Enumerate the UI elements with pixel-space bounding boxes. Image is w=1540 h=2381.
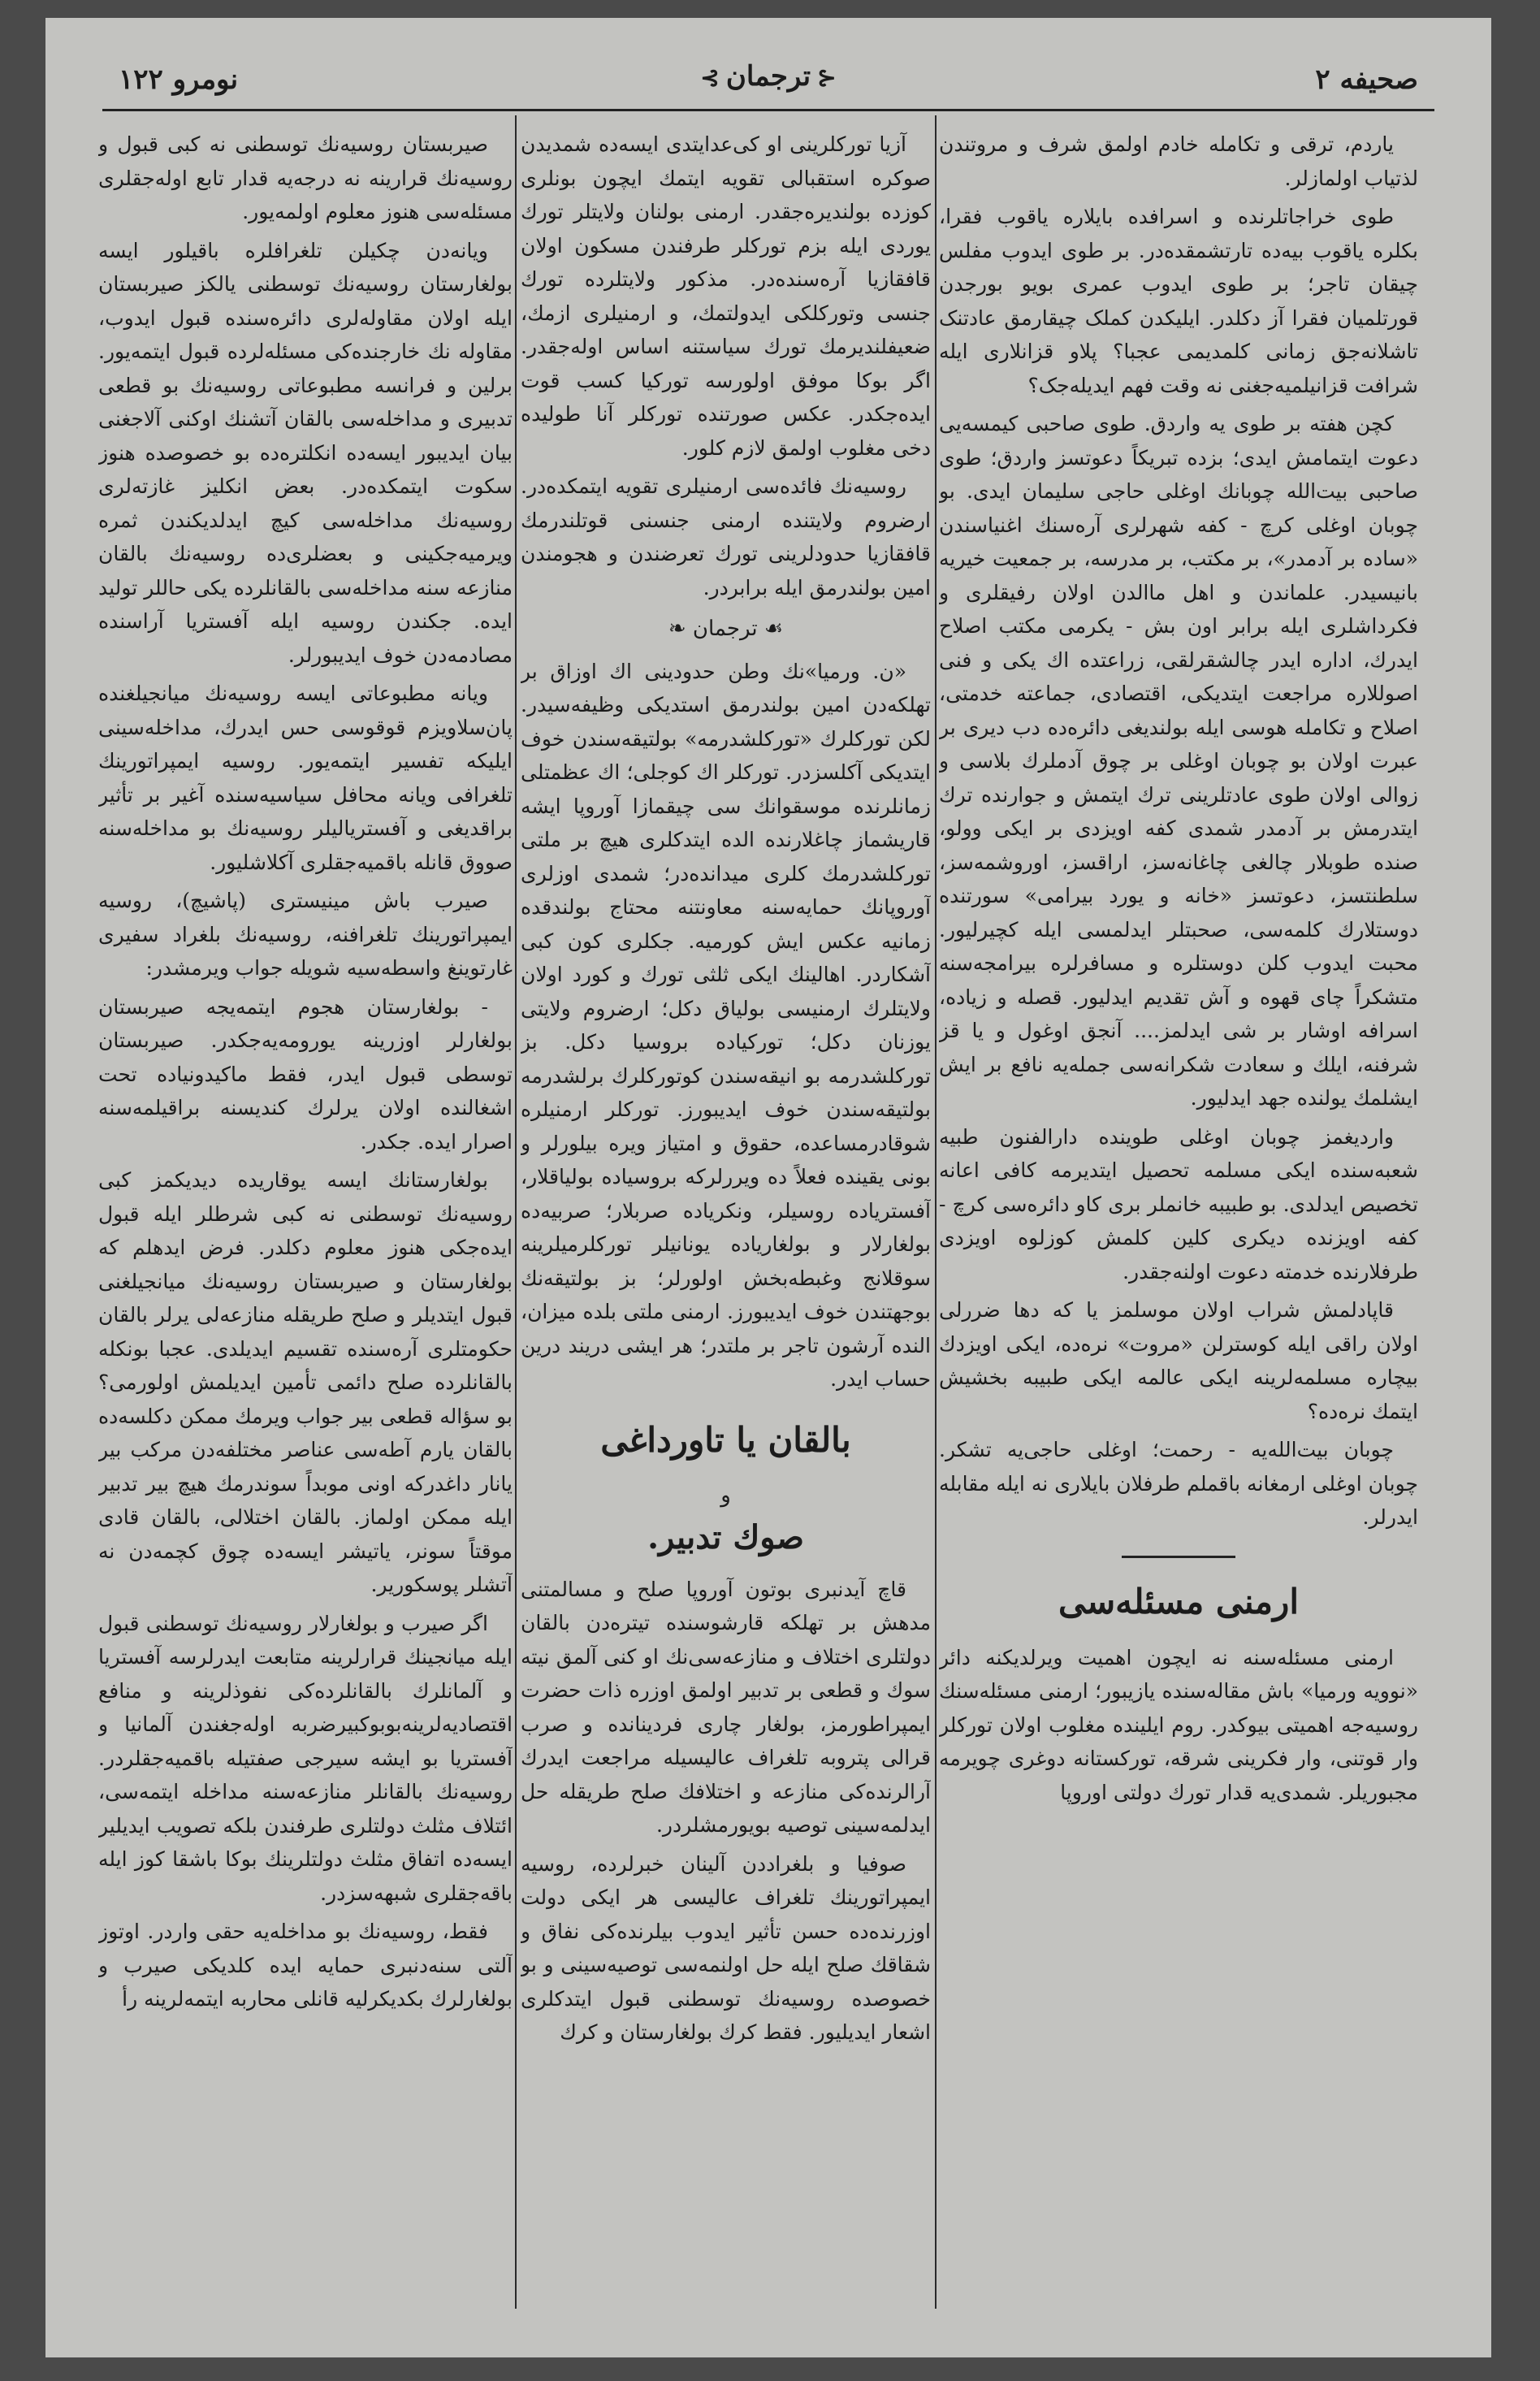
masthead <box>694 60 842 93</box>
ornament-left-icon: ⊰ <box>700 64 720 91</box>
paragraph: صیرب باش مینیستری (پاشیچ)، روسیه ایمپراتورینك تلغرافنه، روسیه‌نك بلغراد سفیری غارتوینغ واسطه‌سیه شویله جواب ویرمشدر: <box>98 889 513 980</box>
ornament-right-icon: ⊱ <box>817 64 837 91</box>
paragraph: طوی خراجاتلرنده و اسرافده بایلاره یاقوب فقرا، بکلره یاقوب بیه‌ده تارتشمقده‌در. بر طوی ایدوب مفلس چیقان تاجر؛ بر طوی ایدوب عمری بویو بورجدن قورتلمیان فقرا آز دکلدر. ایلیکدن کملک چیقارمق عادتنک تاشلانه‌جق زمانی کلمدیمی عجبا؟ پلاو قزانلاری ایله شرافت قزانیلمیه‌جغنی نه وقت فهم ایدیله‌جک؟ <box>939 205 1418 397</box>
column-right <box>939 128 1418 2313</box>
page-header <box>102 52 1434 111</box>
paragraph: - بولغارستان هجوم ایتمه‌یجه صیربستان بولغارلر اوزرینه یورومه‌یه‌جکدر. صیربستان توسطی قبول ایدر، فقط ماکیدونیاده تحت اشغالنده اولان یرلرك کندیسنه براقیلمه‌سنه اصرار ایده. جکدر. <box>98 994 513 1154</box>
paragraph: صوفیا و بلغراددن آلینان خبرلرده، روسیه ایمپراتورینك تلغراف عالیسی هر ایکی دولت اوزرنده‌ده حسن تأثیر ایدوب بیلرنده‌کی نفاق و شقاقك صلح ایله حل اولنمه‌سی توصیه‌سینی و بو خصوصده روسیه‌نك توسطنی قبول ایتدکلری اشعار ایدیلیور. فقط کرك بولغارستان و کرك <box>521 1851 931 2044</box>
paragraph: ارمنی مسئله‌سنه نه ایچون اهمیت ویرلدیکنه دائر «نوویه ورمیا» باش مقاله‌سنده یازیبور؛ ارمنی مسئله‌سنك روسیه‌جه اهمیتی بیوکدر. روم ایلینده مغلوب اولان تورکلر وار قوتنی، وار فکرینی شرقه، تورکستانه دوغری چویرمه مجبوریلر. شمدی‌یه قدار تورك دولتی اوروپا <box>939 1645 1418 1804</box>
paragraph: آزیا تورکلرینی او کی‌عدایتدی ایسه‌ده شمدیدن صوکره استقبالی تقویه ایتمك ایچون بونلری کوزده بولندیره‌جقدر. ارمنی بولنان ولایتلر تورك یوردی ایله بزم تورکلر طرفندن مسکون اولان قافقازیا آره‌سنده‌در. مذکور ولایتلرده تورك جنسی وتورکلکی ایدولتمك، و ارمنیلری ازمك، ضعیفلندیرمك تورك سیاستنه اساس اوله‌جقدر. اگر بوکا موفق اولورسه تورکیا کسب قوت ایده‌جکدر. عکس صورتنده تورکلر آنا طولیده دخی مغلوب اولمق لازم کلور. <box>521 132 931 460</box>
paragraph: واردیغمز چوبان اوغلی طوینده دارالفنون طبیه شعبه‌سنده ایکی مسلمه تحصیل ایتدیرمه کافی اعانه تخصیص ایدلدی. بو طبیبه خانملر بری کاو دائره‌سی کرچ - کفه اویزنده دیکری کلین کلمش کوزلوه اویزدی طرفلارنده خدمته دعوت اولنه‌جقدر. <box>939 1124 1418 1284</box>
paragraph: اگر صیرب و بولغارلار روسیه‌نك توسطنی قبول ایله میانجینك قرارلرینه متابعت ایدرلرسه آفستریا و آلمانلرك بالقانلرده‌کی نفوذلرینه و منافع اقتصادیه‌لرینه‌بوبوکبیرضربه اوله‌جغندن آلمانیا و آفستریا بو ایشه سیرجی صفتیله باقمیه‌جقلردر. روسیه‌نك بالقانلر منازعه‌سنه مداخله ایتمه‌سی، ائتلاف مثلث دولتلری طرفندن بلکه تصویب ایدیلیر ایسه‌ده اتفاق مثلث دولتلرینك بوکا باشقا کوز ایله باقه‌جقلری شبهه‌سزدر. <box>98 1611 513 1905</box>
paragraph: «ن. ورمیا»نك وطن حدودینی اك اوزاق بر تهلکه‌دن امین بولندرمق استدیکی وظیفه‌سیدر. لکن تورکلرك «تورکلشدرمه» بولتیقه‌سندن خوف ایتدیکی آکلسزدر. تورکلر اك کوجلی؛ اك عظمتلی زمانلرنده موسقوانك سی چیقمازا آوروپا ایشه قاریشماز چاغلارنده الده ایتدکلری هیچ بر ملتی تورکلشدرمك کلری میدانده‌در؛ شمدی اوزلری آوروپانك حمایه‌سنه معاونتنه محتاج بولندقده زمانیه عکس ایش کورمیه. جکلری کون کبی آشکاردر. اهالینك ایکی ثلثی تورك و کورد اولان ولایتلرك ارمنیسی بولیاق دکل؛ ارضروم ولایتی یوزنان دکل؛ تورکیاده بروسیا دکل. بز تورکلشدرمه بو انیقه‌سندن کوتورکلرك برلشدرمه بولتیقه‌سندن خوف ایدیبورز. تورکلر ارمنیلره شوقادرمساعده، حقوق و امتیاز ویره بیلورلر و بونی یقینده فعلاً ده ویررلرکه بروسیاده بولیاقلار، آفستریاده روسیلر، ونکریاده صربلار؛ صربیه‌ده بولغارلار و بولغاریاده یونانیلر تورکلرمیلرینه سوقلانج وغبطه‌بخش اولورلر؛ بز بولتیقه‌نك بوجهتندن خوف ایدیبورز. ارمنی ملتی بلده میزان، النده آرشون تاجر بر ملتدر؛ هر ایشی دریند درین حساب ایدر. <box>521 659 931 1391</box>
section-subtitle: صوك تدبیر. <box>647 1518 804 1556</box>
section-title-armenian-question: ارمنی مسئله‌سی <box>1058 1581 1299 1621</box>
issue-number: نومرو ۱۲۲ <box>119 63 239 96</box>
masthead-title: ترجمان <box>725 60 811 93</box>
paragraph: روسیه‌نك فائده‌سی ارمنیلری تقویه ایتمکده‌در. ارضروم ولایتنده ارمنی جنسنی قوتلندرمك قافقازیا حدودلرینی تورك تعرضندن و هجومندن امین بولندرمق ایله برابردر. <box>521 474 931 600</box>
section-title-balkans: بالقان یا تاورداغی <box>600 1419 851 1460</box>
paragraph: یاردم، ترقی و تکامله خادم اولمق شرف و مروتندن لذتیاب اولمازلر. <box>939 132 1418 190</box>
divider <box>1122 1556 1235 1558</box>
paragraph: ویانه مطبوعاتی ایسه روسیه‌نك میانجیلغنده پان‌سلاویزم قوقوسی حس ایدرك، مداخله‌سینی ایلیکه تفسیر ایتمه‌یور. روسیه ایمپراتورینك تلغرافی ویانه محافل سیاسیه‌سنده آغیر بر تأثیر براقدیغی و آفستریالیلر روسیه‌نك بو مداخله‌سنه صووق قانله باقمیه‌جقلری آکلاشلیور. <box>98 682 513 874</box>
paragraph: صیربستان روسیه‌نك توسطنی نه کبی قبول و روسیه‌نك قرارینه نه درجه‌یه قدار تابع اوله‌جقلری مسئله‌سی هنوز معلوم اولمه‌یور. <box>98 132 513 223</box>
column-middle <box>521 128 931 2313</box>
page-number: صحیفه ۲ <box>1315 63 1418 96</box>
paragraph: قاپادلمش شراب اولان موسلمز یا که دها ضررلی اولان راقی ایله کوسترلن «مروت» نره‌ده، ایکی اویزدك بیچاره مسلمه‌لرینه ایکی عالمه ایکی طبیبه بخشیش ایتمك نره‌ده؟ <box>939 1298 1418 1423</box>
paragraph: فقط، روسیه‌نك بو مداخله‌یه حقی واردر. اوتوز آلتی سنه‌دنبری حمایه ایده کلدیکی صیرب و بولغارلرك بکدیکرلیه قانلی محاربه ایتمه‌لرینه رأ <box>98 1920 513 2011</box>
paragraph: بولغارستانك ایسه یوقاریده دیدیکمز کبی روسیه‌نك توسطنی نه کبی شرطلر ایله قبول ایده‌جکی هنوز معلوم دکلدر. فرض ایدهلم که بولغارستان و صیربستان روسیه‌نك میانجیلغنی قبول ایتدیلر و صلح طریقله منازعه‌لی یرلر بالقان حکومتلری آره‌سنده تقسیم ایدیلدی. عجبا بونکله بالقانلرده صلح دائمی تأمین ایدیلمش اولورمی؟ بو سؤاله قطعی بیر جواب ویرمك ممکن دکلسه‌ده بالقان یارم آطه‌سی عناصر مختلفه‌دن مرکب بیر یانار داغدرکه اونی موبداً سوندرمك هیچ بیر تدبیر ایله ممکن اولماز. بالقان اختلالی، بالقان قادی موقتاً سونر، یاتیشر ایسه‌ده چوق کچمه‌دن نه آتشلر پوسکوریر. <box>98 1168 513 1596</box>
paragraph: قاچ آیدنبری بوتون آوروپا صلح و مسالمتنی مدهش بر تهلکه قارشوسنده تیتره‌دن بالقان دولتلری اختلاف و منازعه‌سی‌نك او کنی آلمق نیته سوك و قطعی بر تدبیر اولمق اوزره ذات حضرت ایمپراطورمز، بولغار چاری فردینانده و صرب قرالی پتروبه تلغراف عالیسیله مراجعت ایدرك آرالرنده‌کی منازعه و اختلافك صلح طریقله حل ایدلمه‌سینی توصیه بویورمشلردر. <box>521 1577 931 1837</box>
column-rule-2 <box>515 115 517 2309</box>
column-left <box>98 128 513 2313</box>
paragraph: چوبان بیت‌الله‌یه - رحمت؛ اوغلی حاجی‌یه تشکر. چوبان اوغلی ارمغانه باقملم طرفلان بایلاری نه ایله مقابله ایدرلر. <box>939 1438 1418 1529</box>
newspaper-page <box>45 18 1491 2357</box>
column-rule-1 <box>935 115 937 2309</box>
paragraph: ویانه‌دن چکیلن تلغرافلره باقیلور ایسه بولغارستان روسیه‌نك توسطنی یالکز صیربستان ایله اولان مقاوله‌لری دائره‌سنده قبول ایدوب، مقاوله نك خارجنده‌کی مسئله‌لرده قبول ایتمه‌یور. برلین و فرانسه مطبوعاتی روسیه‌نك بو قطعی تدبیری و مداخله‌سی بالقان آتشنك اوکنی آلاجغنی بیان ایدیبور ایسه‌ده انکلتره‌ده بو خصوصده هنوز سکوت ایتمکده‌در. بعض انکلیز غازته‌لری روسیه‌نك مداخله‌سی کیچ ایدلدیکندن ثمره ویرمیه‌جکینی و بعضلری‌ده روسیه‌نك بالقان منازعه سنه مداخله‌سی بالقانلرده یکی حاللر تولید ایده. جکندن روسیه ایله آفستریا آراسنده مصادمه‌دن خوف ایدیبورلر. <box>98 238 513 667</box>
paragraph: کچن هفته بر طوی یه واردق. طوی صاحبی کیمسه‌یی دعوت ایتمامش ایدی؛ بزده تبریکاً دعوتسز واردق؛ طوی صاحبی بیت‌الله چوبانك اوغلی حاجی سلیمان ایدی. بو چوبان اوغلی کرچ - کفه شهرلری آره‌سنك اغنیاسندن «ساده بر آدمدر»، بر مکتب، بر مدرسه، بر جمعیت خیریه بانیسیدر. علماندن و اهل ماالدن اولان رفیقلری و فکرداشلری ایله برابر اون بش - یکرمی مکتب اصلاح ایدرك، اداره ایدر چالشقرلقی، زراعتده اك یکی و فنی اصوللاره مراجعت ایتدیکی، اقتصادی، جماعته خدمتی، اصلاح و تکامله هوسی ایله بولندیغی دائره‌ده دب دیری بر عبرت اولان بو چوبان اوغلی بر چوق آدملرك بلاسی و زوالی اولان طوی عادتلرینی ترك ایتمش و جوارنده ترك ایتدرمش بر آدمدر شمدی کفه اویزدی بر ایکی وولو، صنده طوبلار چالغی چاغانه‌سز، اراقسز، اوروشمه‌سز، سلطنتسز، دعوتسز «خانه و یورد بیرامی» سورتنده دوستلارك کلمه‌سی، صحبتلر ایدلمسی ایله کچیرلیور. محبت ایدوب کلن دوستلره و مسافرلره بیرامجه‌سنه متشکراً چای قهوه و آش تقدیم ایدلیور. قصله و زیاده، اسرافه اوشار بر شی ایدلمز.... آنجق اوغول و یا قز شرفنه، ایلك و سعادت شکرانه‌سی جمله‌یه نافع بر ایش ایشلمك یولنده جهد ایدلیور. <box>939 412 1418 1110</box>
signature: ☙ ترجمان ❧ <box>668 617 784 641</box>
title-conjunction: و <box>720 1483 731 1508</box>
